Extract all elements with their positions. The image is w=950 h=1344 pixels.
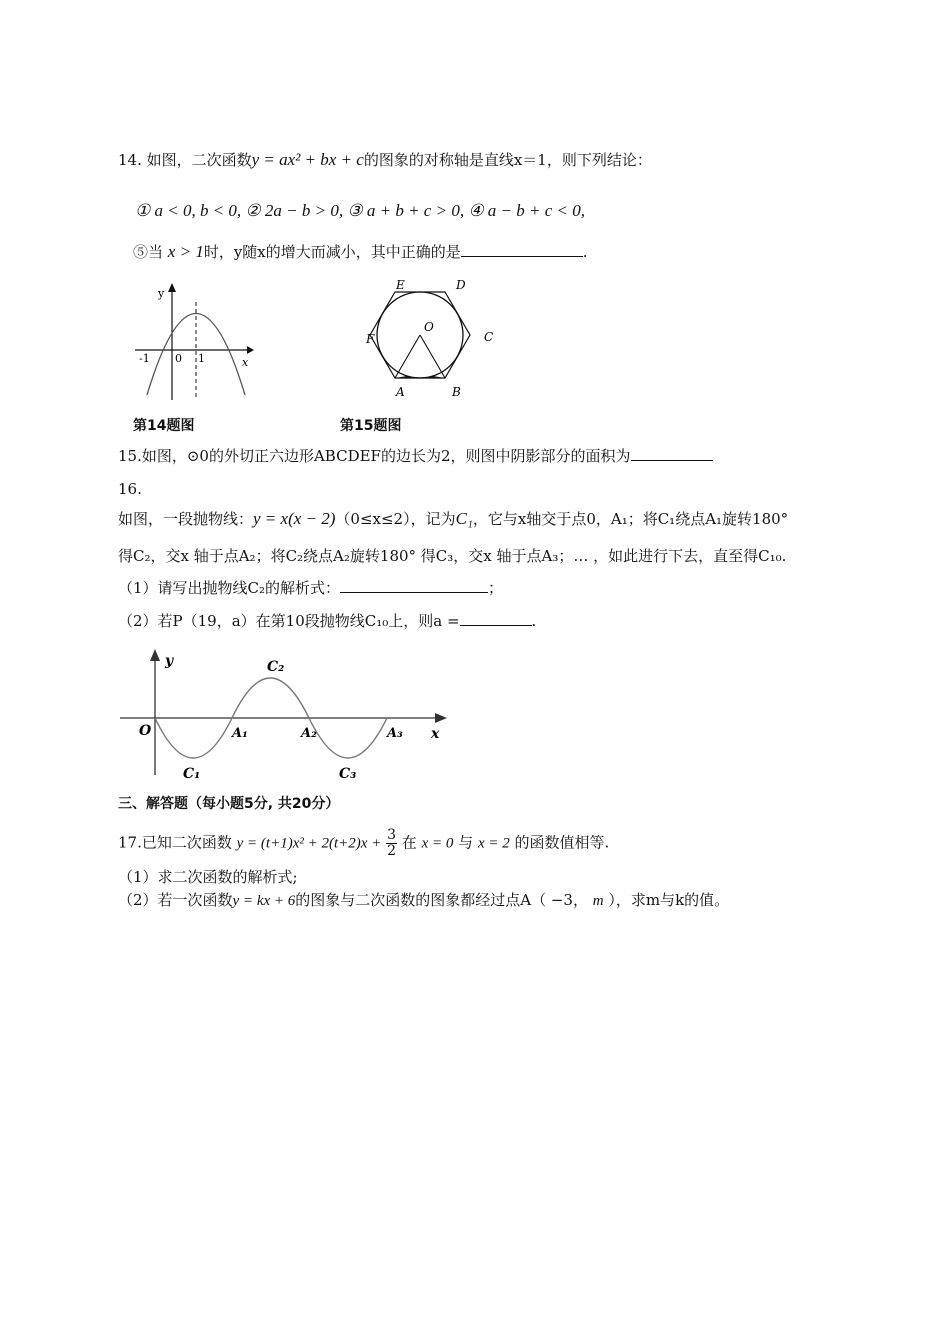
q15-label-o: O: [424, 320, 434, 334]
q17-sub2-m: m: [592, 893, 604, 909]
q15-radius-oa: [395, 335, 420, 378]
q16-y-label: y: [165, 653, 174, 669]
q14-stem: [118, 150, 652, 170]
q16-a3-label: A₃: [387, 726, 403, 741]
q14-x-arrow: [247, 346, 254, 354]
q17-sub2: [118, 890, 729, 911]
q15-label-b: B: [452, 385, 461, 399]
q16-c2-label: C₂: [267, 659, 285, 675]
q15-label-a: A: [396, 385, 405, 399]
q14-x-label: x: [242, 356, 249, 369]
q14-answer-blank[interactable]: [461, 242, 583, 257]
q16-sub2-blank[interactable]: [460, 611, 532, 626]
q14-suffix: 的图象的对称轴是直线x＝1，则下列结论：: [363, 151, 652, 169]
q15-radius-ob: [420, 335, 445, 378]
q17-sub2-a: （2）若一次函数: [118, 891, 233, 909]
q16-sub2-text: （2）若P（19，a）在第10段抛物线C₁₀上，则a =: [118, 612, 460, 630]
q16-c1-label: C₁: [183, 766, 201, 782]
q16-sub1: [118, 578, 503, 598]
q15-shaded-region: [395, 376, 445, 378]
q16-line2: 得C₂，交x 轴于点A₂；将C₂绕点A₂旋转180° 得C₃，交x 轴于点A₃；… ，如此进行下去，直至得C₁₀.: [118, 547, 787, 565]
q14-figure: [125, 280, 255, 405]
q14-item5: [133, 242, 588, 262]
q15-figure: [360, 275, 505, 405]
q17-x2: x = 2: [477, 835, 510, 852]
q16-line1-b: （0≤x≤2），记为: [335, 510, 456, 528]
q15-stem: [118, 446, 713, 466]
q16-sub1-end: ；: [488, 579, 504, 597]
q16-y-arrow: [150, 649, 160, 661]
q16-x-arrow: [435, 713, 447, 723]
q15-caption: 第15题图: [340, 418, 402, 434]
q15-label-f: F: [366, 332, 375, 346]
q16-a2-label: A₂: [301, 726, 317, 741]
q17-c: 与: [458, 833, 474, 852]
q16-origin-label: O: [139, 723, 152, 739]
q14-end: .: [582, 243, 588, 261]
section3-heading: 三、解答题（每小题5分, 共20分）: [118, 796, 340, 812]
q16-a1-label: A₁: [232, 726, 248, 741]
q16-line1-c1: C₁: [455, 509, 473, 528]
q14-options-line: ① a < 0, b < 0, ② 2a − b > 0, ③ a + b + c > 0, ④ a − b + c < 0,: [135, 201, 586, 220]
q16-figure: [115, 645, 455, 790]
q16-line1-c: ，它与x轴交于点0，A₁；将C₁绕点A₁旋转180°: [472, 510, 789, 528]
q14-zero-label: 0: [175, 352, 182, 365]
q17-sub1: （1）求二次函数的解析式;: [118, 868, 298, 886]
q14-options: [135, 201, 585, 221]
q16-sub1-blank[interactable]: [340, 578, 488, 593]
q14-neg1-label: -1: [139, 352, 150, 365]
q14-prefix: 14. 如图，二次函数: [118, 151, 252, 169]
q15-label-c: C: [484, 330, 494, 344]
q15-text: 15.如图，⊙0的外切正六边形ABCDEF的边长为2，则图中阴影部分的面积为: [118, 447, 631, 465]
q17-d: 的函数值相等.: [514, 833, 610, 852]
q17-b: 在: [401, 833, 417, 852]
q16-line1-a: 如图，一段抛物线：: [118, 510, 254, 528]
q17-sub2-b: 的图象与二次函数的图象都经过点A（ −3，: [295, 891, 593, 909]
q17-a: 17.已知二次函数: [118, 833, 232, 852]
q15-label-e: E: [396, 278, 405, 292]
q16-sub1-text: （1）请写出抛物线C₂的解析式：: [118, 579, 341, 597]
q17-frac-num: 3: [387, 827, 396, 843]
q16-x-label: x: [431, 726, 440, 742]
q16-line1-formula: y = x(x − 2): [253, 509, 336, 528]
q16-sub2: [118, 611, 536, 631]
q17-sub2-formula: y = kx + 6: [232, 893, 296, 909]
q17-x0: x = 0: [421, 835, 454, 852]
q15-label-d: D: [456, 278, 466, 292]
q14-y-arrow: [168, 283, 176, 292]
q14-one-label: 1: [198, 352, 205, 365]
q16-sub2-end: .: [531, 612, 537, 630]
q17-formula: y = (t+1)x² + 2(t+2)x +: [236, 835, 382, 852]
q14-item5-prefix: ⑤当: [133, 243, 164, 261]
q17-fraction: [386, 828, 397, 859]
q14-caption: 第14题图: [133, 418, 195, 434]
q14-item5-suffix: 时，y随x的增大而减小，其中正确的是: [203, 243, 461, 261]
q17-frac-den: 2: [387, 843, 396, 859]
q17-sub2-c: ），求m与k的值。: [603, 891, 730, 909]
q17-stem: [118, 828, 609, 859]
q16-line1: [118, 509, 788, 529]
q16-number: 16.: [118, 480, 142, 498]
q14-formula: y = ax² + bx + c: [251, 150, 364, 169]
q16-c3-label: C₃: [339, 766, 357, 782]
q15-answer-blank[interactable]: [631, 446, 713, 461]
q14-item5-cond: x > 1: [167, 242, 204, 261]
q14-y-label: y: [158, 287, 165, 300]
